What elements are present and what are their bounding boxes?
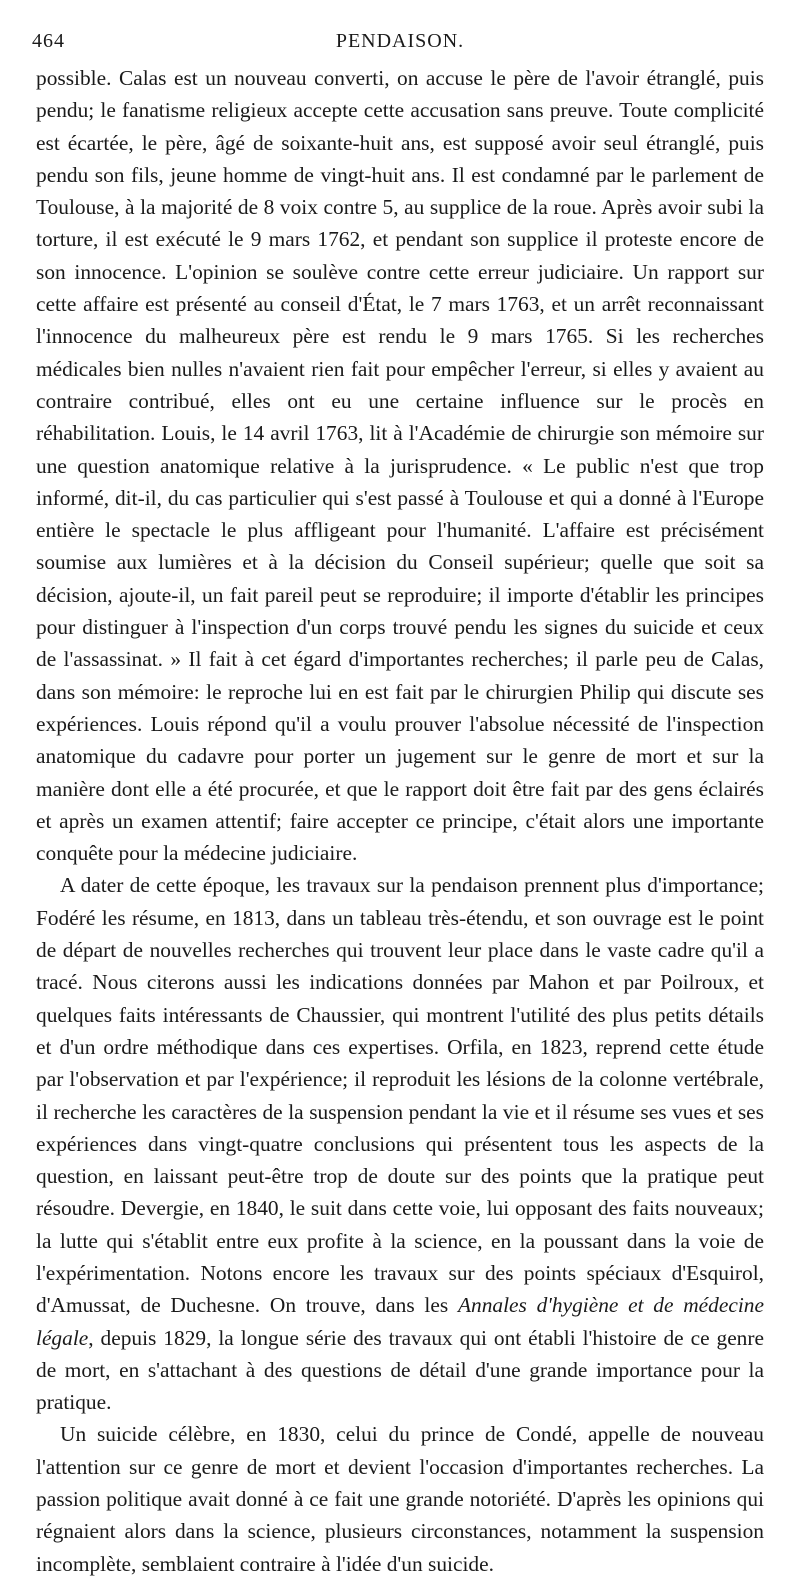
journal-title: Annales d'hygiène et de médecine légale [36,1293,764,1350]
paragraph-history-text: A dater de cette époque, les travaux sur la pendaison prennent plus d'importance; Fodéré les résume, en 1813, dans un tableau très-étendu, et son ouvrage est le point de départ de nouvelles recherches qui trouvent leur place dans le vaste cadre qu'il a tracé. Nous citerons aussi les indications données par Mahon et par Poilroux, et quelques faits intéressants de Chaussier, qui montrent l'utilité des plus petits détails et d'un ordre méthodique dans ces expertises. Orfila, en 1823, reprend cette étude par l'observation et par l'expérience; il reproduit les lésions de la colonne vertébrale, il recherche les caractères de la suspension pendant la vie et il résume ses vues et ses expériences dans vingt-quatre conclusions qui présentent tous les aspects de la question, en laissant peut-être trop de doute sur des points que la pratique peut résoudre. Devergie, en 1840, le suit dans cette voie, lui opposant des faits nouveaux; la lutte qui s'établit entre eux profite à la science, en la poussant dans la voie de l'expérimentation. Notons encore les travaux sur des points spéciaux d'Esquirol, d'Amussat, de Duchesne. On trouve, dans les [36,873,764,1318]
paragraph-conde: Un suicide célèbre, en 1830, celui du prince de Condé, appelle de nouveau l'attention sur ce genre de mort et devient l'occasion d'importantes recherches. La passion politique avait donné à ce fait une grande notoriété. D'après les opinions qui régnaient alors dans la science, plusieurs circonstances, notamment la suspension incomplète, semblaient contraire à l'idée d'un suicide. [36,1422,764,1576]
paragraph-history [36,869,764,1418]
paragraph-history-text-end: , depuis 1829, la longue série des travaux qui ont établi l'histoire de ce genre de mort, en s'attachant à des questions de détail d'une grande importance pour la pratique. [36,1325,764,1415]
body-text [36,62,764,1580]
running-head [32,28,764,62]
page-number: 464 [32,30,65,52]
document-page [32,28,764,1580]
paragraph-calas: possible. Calas est un nouveau converti, on accuse le père de l'avoir étranglé, puis pendu; le fanatisme religieux accepte cette accusation sans preuve. Toute complicité est écartée, le père, âgé de soixante-huit ans, est supposé avoir seul étranglé, puis pendu son fils, jeune homme de vingt-huit ans. Il est condamné par le parlement de Toulouse, à la majorité de 8 voix contre 5, au supplice de la roue. Après avoir subi la torture, il est exécuté le 9 mars 1762, et pendant son supplice il proteste encore de son innocence. L'opinion se soulève contre cette erreur judiciaire. Un rapport sur cette affaire est présenté au conseil d'État, le 7 mars 1763, et un arrêt reconnaissant l'innocence du malheureux père est rendu le 9 mars 1765. Si les recherches médicales bien nulles n'avaient rien fait pour empêcher l'erreur, si elles y avaient au contraire contribué, elles ont eu une certaine influence sur le procès en réhabilitation. Louis, le 14 avril 1763, lit à l'Académie de chirurgie son mémoire sur une question anatomique relative à la jurisprudence. « Le public n'est que trop informé, dit-il, du cas particulier qui s'est passé à Toulouse et qui a donné à l'Europe entière le spectacle le plus affligeant pour l'humanité. L'affaire est précisément soumise aux lumières et à la décision du Conseil supérieur; quelle que soit sa décision, ajoute-il, un fait pareil peut se reproduire; il importe d'établir les principes pour distinguer à l'inspection d'un corps trouvé pendu les signes du suicide et ceux de l'assassinat. » Il fait à cet égard d'importantes recherches; il parle peu de Calas, dans son mémoire: le reproche lui en est fait par le chirurgien Philip qui discute ses expériences. Louis répond qu'il a voulu prouver l'absolue nécessité de l'inspection anatomique du cadavre pour porter un jugement sur le genre de mort et sur la manière dont elle a été procurée, et que le rapport doit être fait par des gens éclairés et après un examen attentif; faire accepter ce principe, c'était alors une importante conquête pour la médecine judiciaire. [36,66,764,866]
running-title: PENDAISON. [335,30,465,52]
